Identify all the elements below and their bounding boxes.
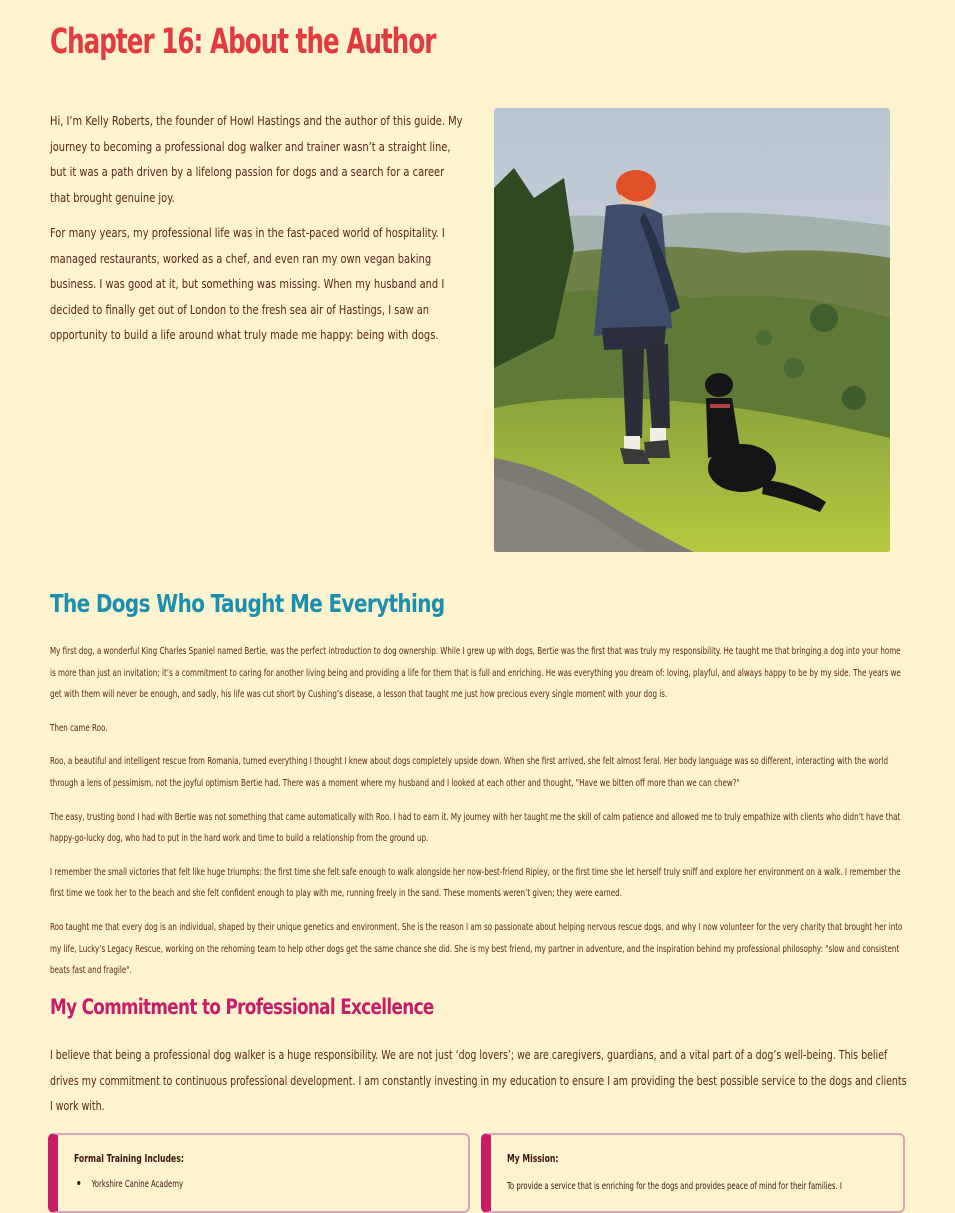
story-paragraph: I remember the small victories that felt like huge triumphs: the first time she felt safe enough to walk alongside her now-best-friend Ripley, or the first time she let herself truly sniff and explore her environment on a walk. I remember the first time we took her to the beach and she felt confident enough to play with me, running freely in the sand. These moments weren’t given; they were earned. [50,866,901,900]
intro-paragraph: Hi, I’m Kelly Roberts, the founder of Howl Hastings and the author of this guide. My journey to becoming a professional dog walker and trainer wasn’t a straight line, but it was a path driven by a lifelong passion for dogs and a search for a career that brought genuine joy. [50,113,463,205]
mission-card-text: To provide a service that is enriching for the dogs and provides peace of mind for their families. I [507,1181,842,1192]
intro-section [50,108,470,358]
author-photo [494,108,890,552]
story-paragraph: The easy, trusting bond I had with Bertie was not something that came automatically with Roo. I had to earn it. My journey with her taught me the skill of calm patience and allowed me to truly empathize with clients who didn’t have that happy-go-lucky dog, who had to put in the hard work and time to build a relationship from the ground up. [50,811,901,845]
page-title: Chapter 16: About the Author [50,22,436,62]
story-paragraph: My first dog, a wonderful King Charles Spaniel named Bertie, was the perfect introduction to dog ownership. While I grew up with dogs, Bertie was the first that was truly my responsibility. He taught me that bringing a dog into your home is more than just an invitation; it’s a commitment to caring for another living being and providing a life for them that is full and enriching. He was everything you dream of: loving, playful, and always happy to be by my side. The years we get with them will never be enough, and sadly, his life was cut short by Cushing’s disease, a lesson that taught me just how precious every single moment with your dog is. [50,646,901,701]
training-card [48,1133,470,1213]
training-card-title: Formal Training Includes: [74,1152,184,1165]
commitment-paragraph: I believe that being a professional dog walker is a huge responsibility. We are not just ‘dog lovers’; we are caregivers, guardians, and a vital part of a dog’s well-being. This belief drives my commitment to continuous professional development. I am constantly investing in my education to ensure I am providing the best possible service to the dogs and clients I work with. [50,1048,907,1113]
commitment-section-body [50,1043,910,1120]
bullet-icon [77,1181,80,1185]
commitment-section-heading: My Commitment to Professional Excellence [50,995,434,1019]
intro-paragraph: For many years, my professional life was in the fast-paced world of hospitality. I managed restaurants, worked as a chef, and even ran my own vegan baking business. I was good at it, but something was missing. When my husband and I decided to finally get out of London to the fresh sea air of Hastings, I saw an opportunity to build a life around what truly made me happy: being with dogs. [50,225,445,342]
story-paragraph: Roo taught me that every dog is an individual, shaped by their unique genetics and environment. She is the reason I am so passionate about helping nervous rescue dogs, and why I now volunteer for the very charity that brought her into my life, Lucky’s Legacy Rescue, working on the rehoming team to help other dogs get the same chance she did. She is my best friend, my partner in adventure, and the inspiration behind my professional philosophy: "slow and consistent beats fast and fragile". [50,921,903,977]
author-with-dog-photo-icon [494,108,890,552]
dogs-section-body [50,641,905,994]
dogs-section-heading: The Dogs Who Taught Me Everything [50,589,445,618]
list-item [74,1179,183,1190]
training-list [74,1179,210,1190]
mission-card-title: My Mission: [507,1152,559,1165]
story-paragraph: Then came Roo. [50,722,108,734]
mission-card [481,1133,905,1213]
story-paragraph: Roo, a beautiful and intelligent rescue from Romania, turned everything I thought I knew about dogs completely upside down. When she first arrived, she felt almost feral. Her body language was so different, interacting with the world through a lens of pessimism, not the joyful optimism Bertie had. There was a moment where my husband and I looked at each other and thought, "Have we bitten off more than we can chew?" [50,756,889,789]
list-item-label: Yorkshire Canine Academy [91,1179,184,1190]
